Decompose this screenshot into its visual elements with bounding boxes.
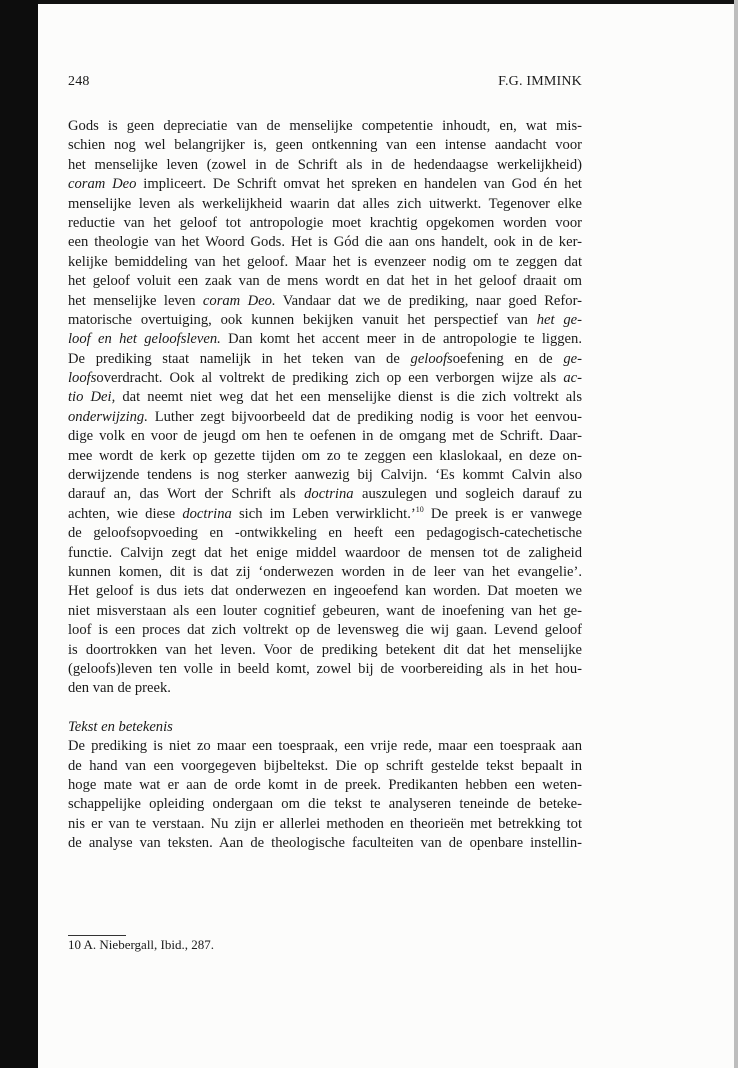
italic-term: doctrina [304,486,354,503]
text-line: functie. Calvijn zegt dat het enige middel waardoor de mensen tot de zaligheid [68,544,582,561]
text-line: loof is een proces dat zich voltrekt op de levensweg die wij gaan. Levend geloof [68,622,582,639]
text-line: loof en het geloofsleven. Dan komt het accent meer in de antropologie te liggen. [68,331,582,348]
text-line: Het geloof is dus iets dat onderwezen en ingeoefend kan worden. Dat moeten we [68,583,582,600]
body-text [68,117,582,853]
text-line: (geloofs)leven ten volle in beeld komt, zowel bij de voorbereiding als in het hou- [68,660,582,677]
text-line: reductie van het geloof tot antropologie moet krachtig opgekomen worden voor [68,214,582,231]
scan-border-left [0,0,38,1068]
section-heading: Tekst en betekenis [68,718,173,735]
text-line: De prediking staat namelijk in het teken van de geloofsoefening en de ge- [68,350,582,367]
text-line: hoge mate wat er aan de orde komt in de preek. Predikanten hebben een weten- [68,776,582,793]
italic-term: coram Deo. [202,292,276,309]
italic-term: ge- [563,350,582,367]
italic-term: geloofs [410,350,453,367]
text-line: menselijke leven als werkelijkheid waarin dat alles zich uitwerkt. Tegenover elke [68,195,582,212]
text-line: coram Deo impliceert. De Schrift omvat het spreken en handelen van God én het [68,176,582,193]
running-head-author: F.G. IMMINK [498,74,582,89]
text-line: darauf an, das Wort der Schrift als doctrina auszulegen und sogleich darauf zu [68,486,583,503]
italic-term: ac- [563,370,582,387]
text-line: tio Dei, dat neemt niet weg dat het een menselijke dienst is die zich voltrekt als [68,389,582,406]
italic-term: het ge- [536,311,582,328]
text-line: schappelijke opleiding ondergaan om die tekst te analyseren teneinde de beteke- [68,796,582,813]
scan-border-right [734,0,738,1068]
italic-term: loof en het geloofsleven. [68,331,221,348]
italic-term: loofs [68,370,97,387]
text-line: de analyse van teksten. Aan de theologische faculteiten van de openbare instellin- [68,835,582,852]
text-line: matorische overtuiging, ook kunnen bekijken vanuit het perspectief van het ge- [68,311,582,328]
text-line: schien nog wel belangrijker is, geen ontkenning van een intense aandacht voor [68,137,582,154]
text-line: kelijke bemiddeling van het geloof. Maar het is evenzeer nodig om te zeggen dat [68,253,582,270]
text-line: derwijzende tendens is nog sterker aanwezig bij Calvijn. ‘Es kommt Calvin also [68,467,582,484]
text-line: dige volk en voor de jeugd om hen te oefenen in de omgang met de Schrift. Daar- [68,428,582,445]
italic-term: onderwijzing. [68,408,148,425]
text-line: onderwijzing. Luther zegt bijvoorbeeld dat de prediking nodig is voor het eenvou- [68,408,582,425]
text-line: niet misverstaan als een louter cognitief gebeuren, want de inoefening van het ge- [68,602,582,619]
text-line: Gods is geen depreciatie van de menselijke competentie inhoudt, en, wat mis- [68,118,582,134]
italic-term: coram Deo [68,176,137,193]
text-line: De prediking is niet zo maar een toespraak, een vrije rede, maar een toespraak aan [68,738,582,755]
text-line: is doortrokken van het leven. Voor de prediking betekent dit dat het menselijke [68,641,582,658]
text-line: een theologie van het Woord Gods. Het is Gód die aan ons handelt, ook in de ker- [68,234,582,251]
footnote-marker[interactable]: 10 [415,504,424,514]
text-line: het menselijke leven coram Deo. Vandaar dat we de prediking, naar goed Refor- [68,292,582,309]
text-line: de geloofsopvoeding en -ontwikkeling en heeft een pedagogisch-catechetische [68,525,582,542]
italic-term: doctrina [182,505,232,522]
text-line: nis er van te verstaan. Nu zijn er allerlei methoden en theorieën met betrekking tot [68,815,582,832]
text-line: het geloof voluit een zaak van de mens wordt en dat het in het geloof draait om [68,273,582,290]
text-line: het menselijke leven (zowel in de Schrift als in de hedendaagse werkelijkheid) [68,156,582,173]
text-line: de hand van een voorgegeven bijbeltekst. Die op schrift gestelde tekst bepaalt in [68,757,582,774]
text-line: loofsoverdracht. Ook al voltrekt de prediking zich op een verborgen wijze als ac- [68,370,582,387]
running-header [68,74,582,96]
text-line: kunnen komen, dit is dat zij ‘onderwezen worden in de leer van het evangelie’. [68,563,582,580]
text-line: mee wordt de kerk op gezette tijden om zo te zeggen een klaslokaal, en deze on- [68,447,582,464]
footnote: 10 A. Niebergall, Ibid., 287. [68,937,214,952]
text-line: achten, wie diese doctrina sich im Leben verwirklicht.’$^{10}$ De preek is er vanwege [68,504,582,522]
text-line: den van de preek. [68,680,171,697]
italic-term: tio Dei, [68,389,116,406]
page-number: 248 [68,74,90,89]
